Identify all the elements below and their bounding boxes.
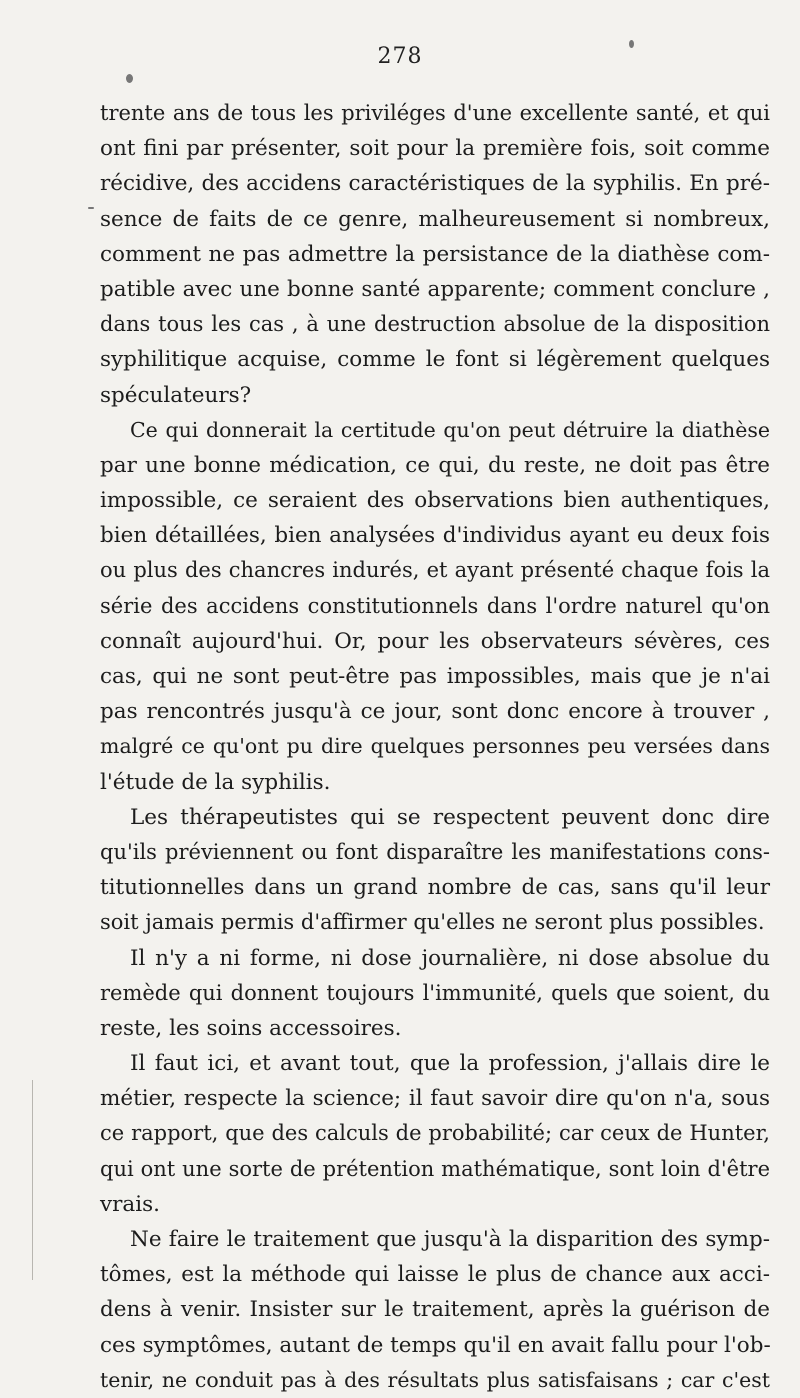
text-line: ce rapport, que des calculs de probabilité; car ceux de Hunter, (100, 1121, 770, 1146)
text-line: titutionnelles dans un grand nombre de cas, sans qu'il leur (100, 875, 770, 901)
paragraph-start-line: Les thérapeutistes qui se respectent peuvent donc dire (130, 804, 770, 830)
text-line: reste, les soins accessoires. (100, 1015, 402, 1041)
text-line: qui ont une sorte de prétention mathématique, sont loin d'être (100, 1156, 770, 1181)
text-line: ont fini par présenter, soit pour la première fois, soit comme (100, 136, 770, 162)
text-line: sence de faits de ce genre, malheureusement si nombreux, (100, 206, 770, 232)
page-edge-shadow (32, 1080, 33, 1280)
ink-speck (126, 74, 133, 83)
text-line: comment ne pas admettre la persistance de la diathèse com- (100, 241, 770, 267)
text-line: cas, qui ne sont peut-être pas impossibles, mais que je n'ai (100, 664, 770, 689)
text-line: remède qui donnent toujours l'immunité, quels que soient, du (100, 980, 770, 1005)
body-text (100, 96, 770, 1398)
text-line: patible avec une bonne santé apparente; comment conclure , (100, 276, 770, 302)
ink-speck (88, 207, 94, 209)
paragraph-start-line: Ce qui donnerait la certitude qu'on peut détruire la diathèse (130, 417, 770, 442)
text-line: dans tous les cas , à une destruction absolue de la disposition (100, 312, 770, 337)
text-line: dens à venir. Insister sur le traitement, après la guérison de (100, 1297, 770, 1323)
text-line: ces symptômes, autant de temps qu'il en avait fallu pour l'ob- (100, 1332, 771, 1358)
text-line: connaît aujourd'hui. Or, pour les observateurs sévères, ces (100, 628, 770, 654)
text-line: spéculateurs? (100, 382, 252, 408)
text-line: qu'ils préviennent ou font disparaître les manifestations cons- (100, 839, 770, 864)
paragraph-start-line: Il n'y a ni forme, ni dose journalière, ni dose absolue du (130, 945, 770, 971)
text-line: par une bonne médication, ce qui, du reste, ne doit pas être (100, 452, 770, 478)
text-line: trente ans de tous les priviléges d'une excellente santé, et qui (100, 101, 770, 125)
text-line: tenir, ne conduit pas à des résultats plus satisfaisans ; car c'est (100, 1367, 770, 1392)
text-line: l'étude de la syphilis. (100, 769, 331, 795)
text-line: malgré ce qu'ont pu dire quelques personnes peu versées dans (100, 734, 770, 759)
text-line: métier, respecte la science; il faut savoir dire qu'on n'a, sous (100, 1086, 770, 1112)
paragraph-start-line: Ne faire le traitement que jusqu'à la disparition des symp- (130, 1227, 770, 1252)
text-line: soit jamais permis d'affirmer qu'elles ne seront plus possibles. (100, 910, 765, 935)
text-line: syphilitique acquise, comme le font si légèrement quelques (100, 347, 770, 373)
text-line: bien détaillées, bien analysées d'individus ayant eu deux fois (100, 523, 770, 549)
text-line: récidive, des accidens caractéristiques de la syphilis. En pré- (100, 171, 770, 197)
text-line: tômes, est la méthode qui laisse le plus de chance aux acci- (100, 1262, 770, 1288)
paragraph-start-line: Il faut ici, et avant tout, que la profession, j'allais dire le (130, 1051, 770, 1077)
text-line: ou plus des chancres indurés, et ayant présenté chaque fois la (100, 558, 770, 583)
text-line: pas rencontrés jusqu'à ce jour, sont donc encore à trouver , (100, 699, 770, 725)
text-line: impossible, ce seraient des observations bien authentiques, (100, 488, 770, 514)
text-line: vrais. (100, 1191, 160, 1217)
page-number: 278 (377, 44, 423, 69)
text-line: série des accidens constitutionnels dans l'ordre naturel qu'on (100, 593, 770, 618)
